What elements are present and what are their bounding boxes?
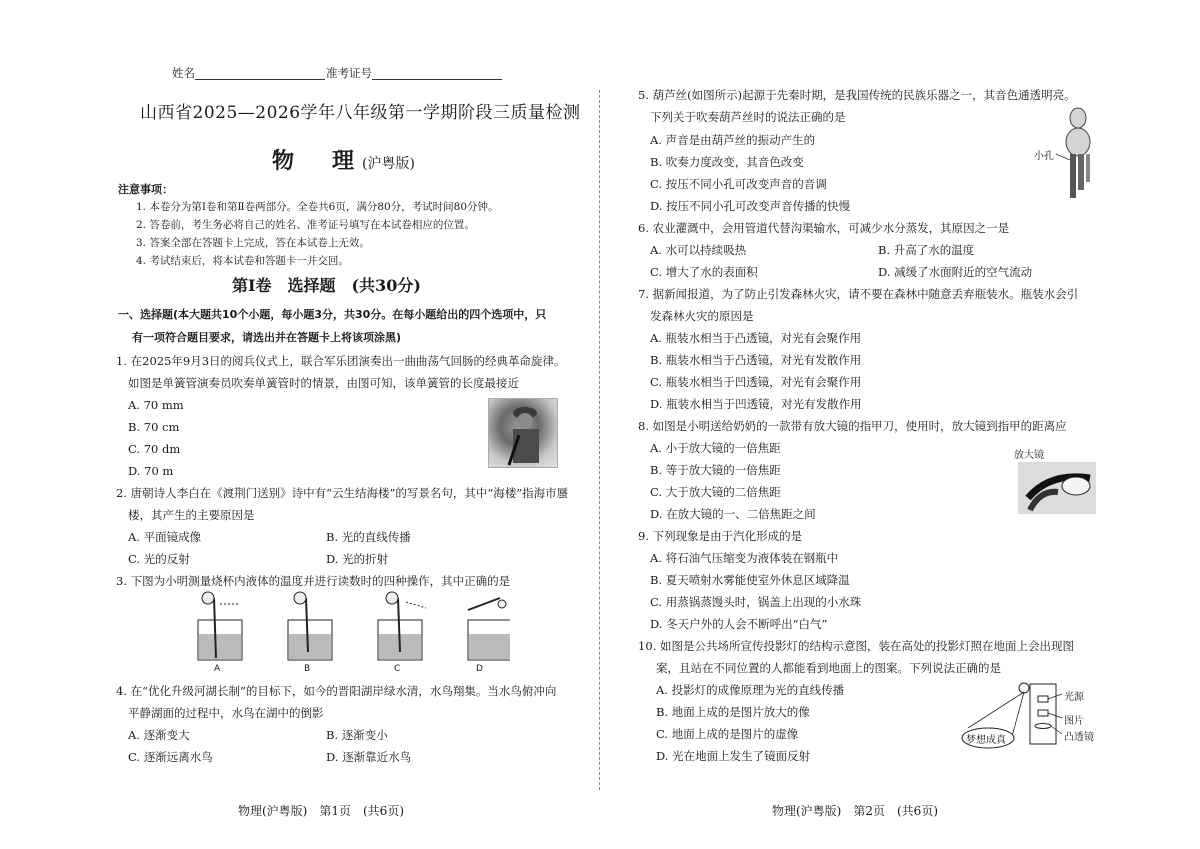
exam-title: 山西省2025—2026学年八年级第一学期阶段三质量检测 bbox=[140, 103, 581, 123]
beaker-c bbox=[378, 592, 426, 660]
thermometer-figure bbox=[180, 590, 510, 676]
id-label: 准考证号 bbox=[326, 66, 372, 80]
notice-heading: 注意事项： bbox=[118, 183, 173, 196]
id-field bbox=[326, 66, 502, 80]
musician-icon bbox=[489, 399, 557, 467]
notice-item: 2. 答卷前，考生务必将自己的姓名、准考证号填写在本试卷相应的位置。 bbox=[136, 219, 475, 231]
q9-option-b: B. 夏天喷射水雾能使室外休息区域降温 bbox=[650, 573, 850, 587]
q9-option-a: A. 将石油气压缩变为液体装在钢瓶中 bbox=[650, 551, 839, 565]
q4-stem-1: 4. 在“优化升级河湖长制”的目标下，如今的晋阳湖岸绿水清，水鸟翔集。当水鸟俯冲向 bbox=[116, 684, 557, 698]
q6-option-b: B. 升高了水的温度 bbox=[878, 243, 975, 257]
q2-option-a: A. 平面镜成像 bbox=[128, 530, 202, 544]
magnifier-label: 放大镜 bbox=[1014, 450, 1044, 461]
q4-option-c: C. 逐渐远离水鸟 bbox=[128, 750, 213, 764]
hulusi-figure bbox=[1034, 102, 1100, 202]
section-intro-1: 一、选择题(本大题共10个小题，每小题3分，共30分。在每小题给出的四个选项中，只 bbox=[118, 308, 547, 321]
q5-option-b: B. 吹奏力度改变，其音色改变 bbox=[650, 155, 804, 169]
q2-option-b: B. 光的直线传播 bbox=[326, 530, 411, 544]
section-intro-2: 有一项符合题目要求，请选出并在答题卡上将该项涂黑) bbox=[132, 331, 402, 344]
q2-option-c: C. 光的反射 bbox=[128, 552, 190, 566]
page-footer-right: 物理(沪粤版) 第2页 (共6页) bbox=[772, 804, 938, 818]
q8-option-c: C. 大于放大镜的二倍焦距 bbox=[650, 485, 781, 499]
q10-option-c: C. 地面上成的是图片的虚像 bbox=[656, 727, 799, 741]
right-page bbox=[600, 0, 1200, 849]
projector-figure bbox=[958, 680, 1098, 760]
hulusi-hole-label: 小孔 bbox=[1034, 151, 1054, 162]
q2-option-d: D. 光的折射 bbox=[326, 552, 389, 566]
notice-item: 1. 本卷分为第Ⅰ卷和第Ⅱ卷两部分。全卷共6页，满分80分，考试时间80分钟。 bbox=[136, 201, 499, 213]
q6-option-d: D. 减缓了水面附近的空气流动 bbox=[878, 265, 1033, 279]
q8-option-b: B. 等于放大镜的一倍焦距 bbox=[650, 463, 781, 477]
q5-stem-2: 下列关于吹奏葫芦丝时的说法正确的是 bbox=[650, 110, 846, 124]
beaker-a bbox=[198, 592, 242, 660]
lens-label: 凸透镜 bbox=[1064, 732, 1094, 743]
q5-option-c: C. 按压不同小孔可改变声音的音调 bbox=[650, 177, 827, 191]
q1-stem-2: 如图是单簧管演奏员吹奏单簧管时的情景，由图可知，该单簧管的长度最接近 bbox=[128, 376, 519, 390]
q8-stem: 8. 如图是小明送给奶奶的一款带有放大镜的指甲刀，使用时，放大镜到指甲的距离应 bbox=[638, 419, 1067, 433]
q7-option-b: B. 瓶装水相当于凸透镜，对光有发散作用 bbox=[650, 353, 862, 367]
q4-stem-2: 平静湖面的过程中，水鸟在湖中的倒影 bbox=[128, 706, 324, 720]
q1-stem-1: 1. 在2025年9月3日的阅兵仪式上，联合军乐团演奏出一曲曲荡气回肠的经典革命旋律。 bbox=[116, 354, 566, 368]
q4-option-b: B. 逐渐变小 bbox=[326, 728, 388, 742]
q4-option-a: A. 逐渐变大 bbox=[128, 728, 190, 742]
id-blank bbox=[372, 79, 502, 80]
nail-clipper-figure bbox=[1010, 442, 1100, 518]
q7-stem-1: 7. 据新闻报道，为了防止引发森林火灾，请不要在森林中随意丢弃瓶装水。瓶装水会引 bbox=[638, 287, 1079, 301]
q7-option-c: C. 瓶装水相当于凹透镜，对光有会聚作用 bbox=[650, 375, 862, 389]
q8-option-d: D. 在放大镜的一、二倍焦距之间 bbox=[650, 507, 816, 521]
ground-image-label: 梦想成真 bbox=[966, 735, 1006, 746]
beaker-diagrams bbox=[180, 590, 510, 666]
q9-option-d: D. 冬天户外的人会不断呼出“白气” bbox=[650, 617, 828, 631]
notice-item: 3. 答案全部在答题卡上完成，答在本试卷上无效。 bbox=[136, 237, 370, 249]
clarinet-player-photo bbox=[488, 398, 558, 468]
q1-option-c: C. 70 dm bbox=[128, 442, 181, 456]
beaker-label-a: A bbox=[214, 664, 221, 674]
q8-option-a: A. 小于放大镜的一倍焦距 bbox=[650, 441, 781, 455]
name-blank bbox=[195, 79, 325, 80]
name-field bbox=[172, 66, 325, 80]
q1-option-d: D. 70 m bbox=[128, 464, 174, 478]
light-source-label: 光源 bbox=[1064, 692, 1084, 703]
q10-option-a: A. 投影灯的成像原理为光的直线传播 bbox=[656, 683, 845, 697]
q2-stem-1: 2. 唐朝诗人李白在《渡荆门送别》诗中有“云生结海楼”的写景名句，其中“海楼”指海市蜃 bbox=[116, 486, 569, 500]
q5-stem-1: 5. 葫芦丝(如图所示)起源于先秦时期，是我国传统的民族乐器之一，其音色通透明亮。 bbox=[638, 88, 1076, 102]
q10-stem-2: 案，且站在不同位置的人都能看到地面上的图案。下列说法正确的是 bbox=[656, 661, 1001, 675]
q1-option-a: A. 70 mm bbox=[128, 398, 184, 412]
beaker-label-d: D bbox=[476, 664, 483, 674]
q7-option-a: A. 瓶装水相当于凸透镜，对光有会聚作用 bbox=[650, 331, 862, 345]
q2-stem-2: 楼，其产生的主要原因是 bbox=[128, 508, 255, 522]
beaker-b bbox=[288, 592, 332, 660]
q3-stem: 3. 下图为小明测量烧杯内液体的温度并进行读数时的四种操作，其中正确的是 bbox=[116, 574, 511, 588]
q7-option-d: D. 瓶装水相当于凹透镜，对光有发散作用 bbox=[650, 397, 862, 411]
beaker-label-b: B bbox=[304, 664, 311, 674]
subject-edition: (沪粤版) bbox=[362, 156, 415, 172]
beaker-d bbox=[468, 598, 510, 660]
subject-name: 物 理 bbox=[272, 148, 363, 174]
q7-stem-2: 发森林火灾的原因是 bbox=[650, 309, 754, 323]
q5-option-d: D. 按压不同小孔可改变声音传播的快慢 bbox=[650, 199, 851, 213]
q4-option-d: D. 逐渐靠近水鸟 bbox=[326, 750, 412, 764]
beaker-label-c: C bbox=[394, 664, 401, 674]
name-label: 姓名 bbox=[172, 66, 195, 80]
q6-stem: 6. 农业灌溉中，会用管道代替沟渠输水，可减少水分蒸发，其原因之一是 bbox=[638, 221, 1010, 235]
q10-option-b: B. 地面上成的是图片放大的像 bbox=[656, 705, 810, 719]
q10-option-d: D. 光在地面上发生了镜面反射 bbox=[656, 749, 811, 763]
q9-option-c: C. 用蒸锅蒸馒头时，锅盖上出现的小水珠 bbox=[650, 595, 862, 609]
q5-option-a: A. 声音是由葫芦丝的振动产生的 bbox=[650, 133, 816, 147]
q10-stem-1: 10. 如图是公共场所宣传投影灯的结构示意图，装在高处的投影灯照在地面上会出现图 bbox=[638, 639, 1074, 653]
q6-option-a: A. 水可以持续吸热 bbox=[650, 243, 747, 257]
subject-title bbox=[272, 148, 415, 174]
page-footer-left: 物理(沪粤版) 第1页 (共6页) bbox=[238, 804, 404, 818]
picture-label: 图片 bbox=[1064, 716, 1084, 727]
section-title: 第Ⅰ卷 选择题 (共30分) bbox=[232, 276, 421, 295]
q9-stem: 9. 下列现象是由于汽化形成的是 bbox=[638, 529, 803, 543]
q6-option-c: C. 增大了水的表面积 bbox=[650, 265, 758, 279]
notice-item: 4. 考试结束后，将本试卷和答题卡一并交回。 bbox=[136, 255, 349, 267]
q1-option-b: B. 70 cm bbox=[128, 420, 180, 434]
